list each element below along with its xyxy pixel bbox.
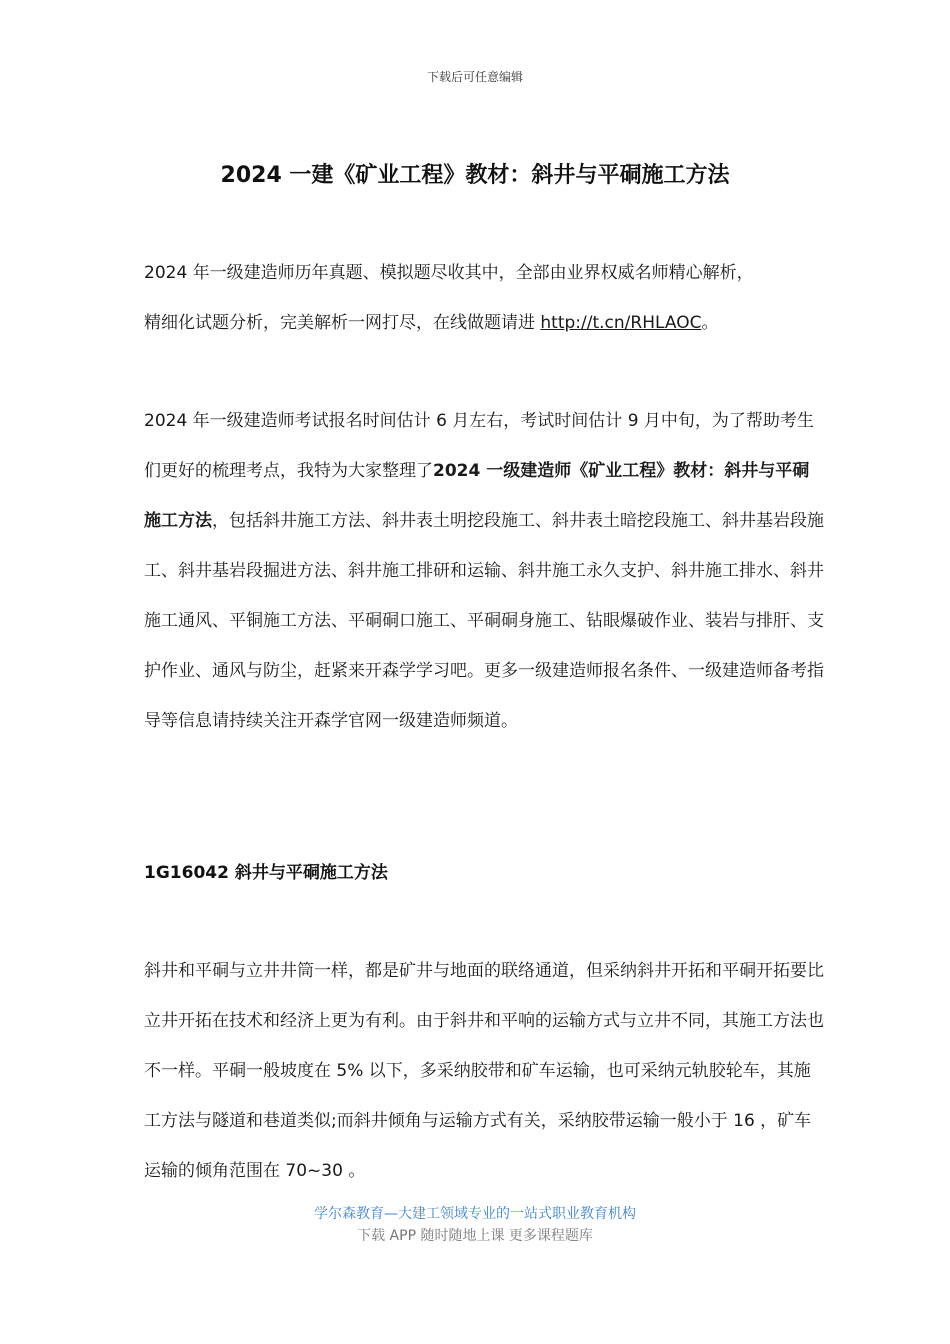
info-text-after: ，包括斜井施工方法、斜井表土明挖段施工、斜井表土暗挖段施工、斜井基岩段施工、斜井基岩段掘进方法、斜井施工排研和运输、斜井施工永久支护、斜井施工排水、斜井施工通风、平铜施工方法、平硐硐口施工、平硐硐身施工、钻眼爆破作业、装岩与排肝、支护作业、通风与防尘，赶紧来开森学学习吧。更多一级建造师报名条件、一级建造师备考指导等信息请持续关注开森学官网一级建造师频道。 [144,511,824,731]
intro-paragraph [144,248,824,348]
exam-link[interactable]: http://t.cn/RHLAOC [540,313,702,333]
footer-app-promo: 下载 APP 随时随地上课 更多课程题库 [357,1228,593,1244]
info-paragraph [144,396,824,746]
info-text-before: 2024 年一级建造师考试报名时间估计 6 月左右，考试时间估计 9 月中旬，为了帮助考生们更好的梳理考点，我特为大家整理了 [144,411,814,481]
section-heading: 1G16042 斜井与平硐施工方法 [144,863,388,883]
header-note: 下载后可任意编辑 [426,70,523,84]
info-bold-title: 2024 一级建造师《矿业工程》教材：斜井与平硐施工方法 [144,461,810,531]
intro-line-2-end: 。 [701,313,719,333]
body-paragraph: 斜井和平硐与立井井筒一样，都是矿井与地面的联络通道，但采纳斜井开拓和平硐开拓要比立井开拓在技术和经济上更为有利。由于斜井和平响的运输方式与立井不同，其施工方法也不一样。平硐一般坡度在 5% 以下，多采纳胶带和矿车运输，也可采纳元轨胶轮车，其施工方法与隧道和巷道类似;而斜井倾角与运输方式有关，采纳胶带运输一般小于 16 ，矿车运输的倾角范围在 70~30 。 [144,961,824,1181]
footer-brand: 学尔森教育—大建工领域专业的一站式职业教育机构 [314,1206,636,1222]
intro-line-1: 2024 年一级建造师历年真题、模拟题尽收其中，全部由业界权威名师精心解析， [144,263,754,283]
intro-line-2: 精细化试题分析，完美解析一网打尽，在线做题请进 [144,313,541,333]
document-title: 2024 一建《矿业工程》教材：斜井与平硐施工方法 [220,163,730,188]
